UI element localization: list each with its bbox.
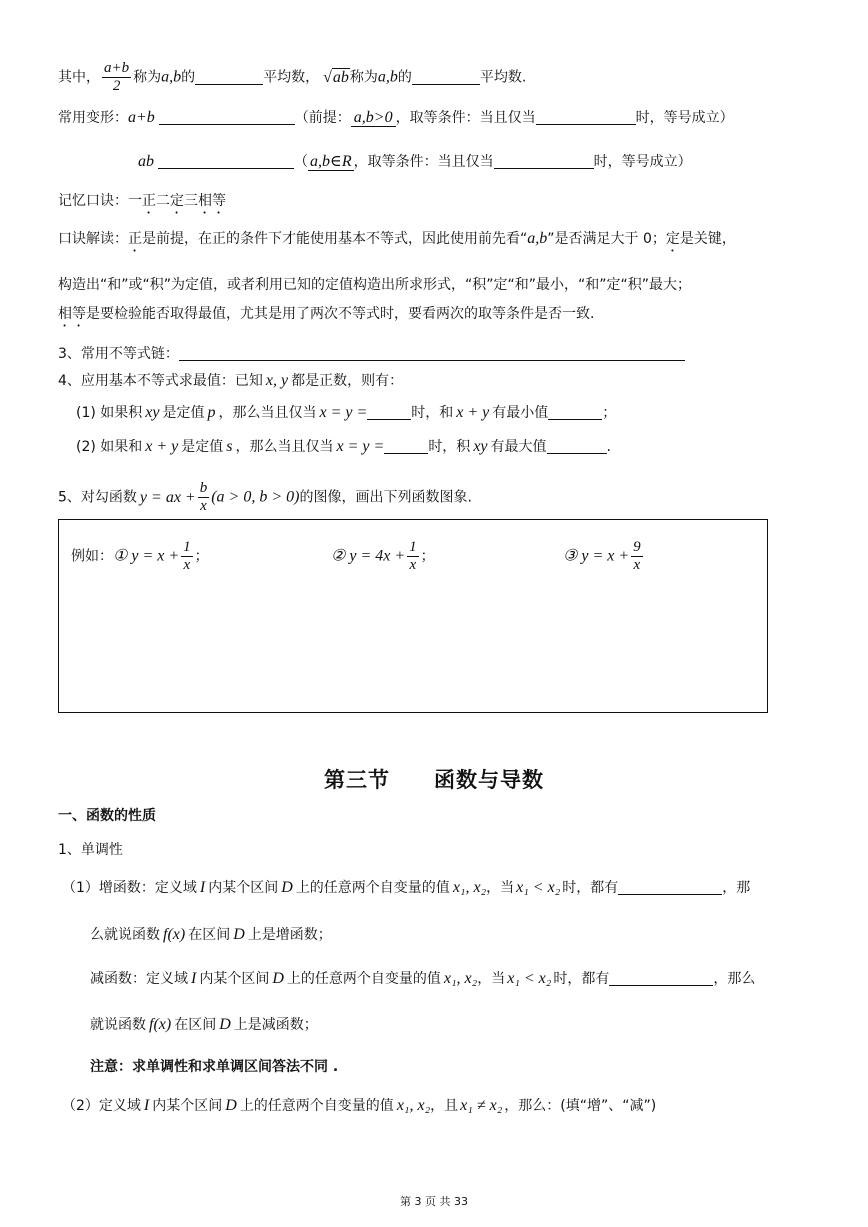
line-1: 其中， $\frac{a+b}{2}$ 称为a,b的 平均数， √ab称为a,b的 平均数.	[58, 60, 527, 94]
answer-blank[interactable]	[548, 403, 602, 420]
definition-2-line: （2）定义域 I 内某个区间 D 上的任意两个自变量的值 x₁, x₂，且 x₁ ≠ x₂ ，那么：(填“增”、“减”)	[62, 1097, 657, 1114]
answer-blank[interactable]	[494, 152, 594, 169]
fraction: $\frac{a+b}{2}$	[104, 60, 130, 94]
answer-blank[interactable]	[159, 108, 295, 125]
page-footer: 第 3 页 共 33	[400, 1195, 468, 1208]
fraction: $\frac{1}{x}$	[183, 539, 191, 573]
examples-line: 例如：① y = x + $\frac{1}{x}$ ；	[71, 539, 209, 573]
heading-monotonicity: 1、单调性	[58, 842, 123, 858]
answer-blank[interactable]	[412, 68, 480, 85]
text: 其中，	[58, 69, 100, 86]
section-title: 第三节 函数与导数	[324, 768, 544, 792]
item-4: 4、应用基本不等式求最值：已知 x, y 都是正数，则有：	[58, 372, 404, 389]
fraction: $\frac{1}{x}$	[409, 539, 417, 573]
example-3: ③ y = x + $\frac{9}{x}$	[563, 539, 641, 573]
explain-line-3: 相等是要检验能否取得最值，尤其是用了两次不等式时，要看两次的取等条件是否一致.	[58, 306, 595, 322]
answer-blank[interactable]	[158, 152, 294, 169]
decreasing-def-line-1: 减函数：定义域 I 内某个区间 D 上的任意两个自变量的值 x₁, x₂，当 x₁ < x₂ 时，都有 ，那么	[90, 970, 756, 987]
example-2: ② y = 4x + $\frac{1}{x}$ ；	[331, 539, 435, 573]
answer-blank[interactable]	[179, 344, 685, 361]
heading-properties: 一、函数的性质	[58, 808, 156, 824]
answer-blank[interactable]	[195, 68, 263, 85]
fraction: $\frac{9}{x}$	[633, 539, 641, 573]
mnemonic-line: 记忆口诀：一正二定三相等	[58, 193, 226, 209]
note: 注意：求单调性和求单调区间答法不同 .	[90, 1059, 339, 1075]
item-4-1: (1) 如果积 xy 是定值 p ，那么当且仅当 x = y = 时，和 x + y 有最小值 ；	[76, 404, 617, 421]
decreasing-def-line-2: 就说函数 f(x) 在区间 D 上是减函数；	[90, 1016, 318, 1033]
sqrt-expression: √ab	[323, 68, 349, 86]
item-5: 5、对勾函数 y = ax + $\frac{b}{x}$ (a > 0, b > 0)的图像，画出下列函数图象.	[58, 480, 472, 514]
line-2: 常用变形：a+b （前提： a,b>0 ，取等条件：当且仅当 时，等号成立）	[58, 109, 734, 126]
explain-line-1: 口诀解读：正是前提，在正的条件下才能使用基本不等式，因此使用前先看“a,b”是否满足大于 0；定是关键，	[58, 230, 736, 247]
answer-blank[interactable]	[536, 108, 636, 125]
answer-blank[interactable]	[618, 878, 722, 895]
answer-blank[interactable]	[367, 403, 411, 420]
increasing-def-line-2: 么就说函数 f(x) 在区间 D 上是增函数；	[90, 926, 332, 943]
item-3: 3、常用不等式链：	[58, 344, 685, 364]
fraction: $\frac{b}{x}$	[199, 480, 208, 514]
answer-blank[interactable]	[384, 437, 428, 454]
answer-blank[interactable]	[547, 437, 607, 454]
answer-blank[interactable]	[609, 969, 713, 986]
increasing-def-line-1: （1）增函数：定义域 I 内某个区间 D 上的任意两个自变量的值 x₁, x₂，当 x₁ < x₂ 时，都有 ，那	[62, 879, 751, 896]
line-3: ab （ a,b∈R ，取等条件：当且仅当 时，等号成立）	[138, 153, 692, 170]
item-4-2: (2) 如果和 x + y 是定值 s ，那么当且仅当 x = y = 时，积 xy 有最大值 .	[76, 438, 611, 455]
graph-drawing-box[interactable]	[58, 519, 768, 713]
explain-line-2: 构造出“和”或“积”为定值，或者利用已知的定值构造出所求形式，“积”定“和”最小，“和”定“积”最大；	[58, 277, 692, 293]
